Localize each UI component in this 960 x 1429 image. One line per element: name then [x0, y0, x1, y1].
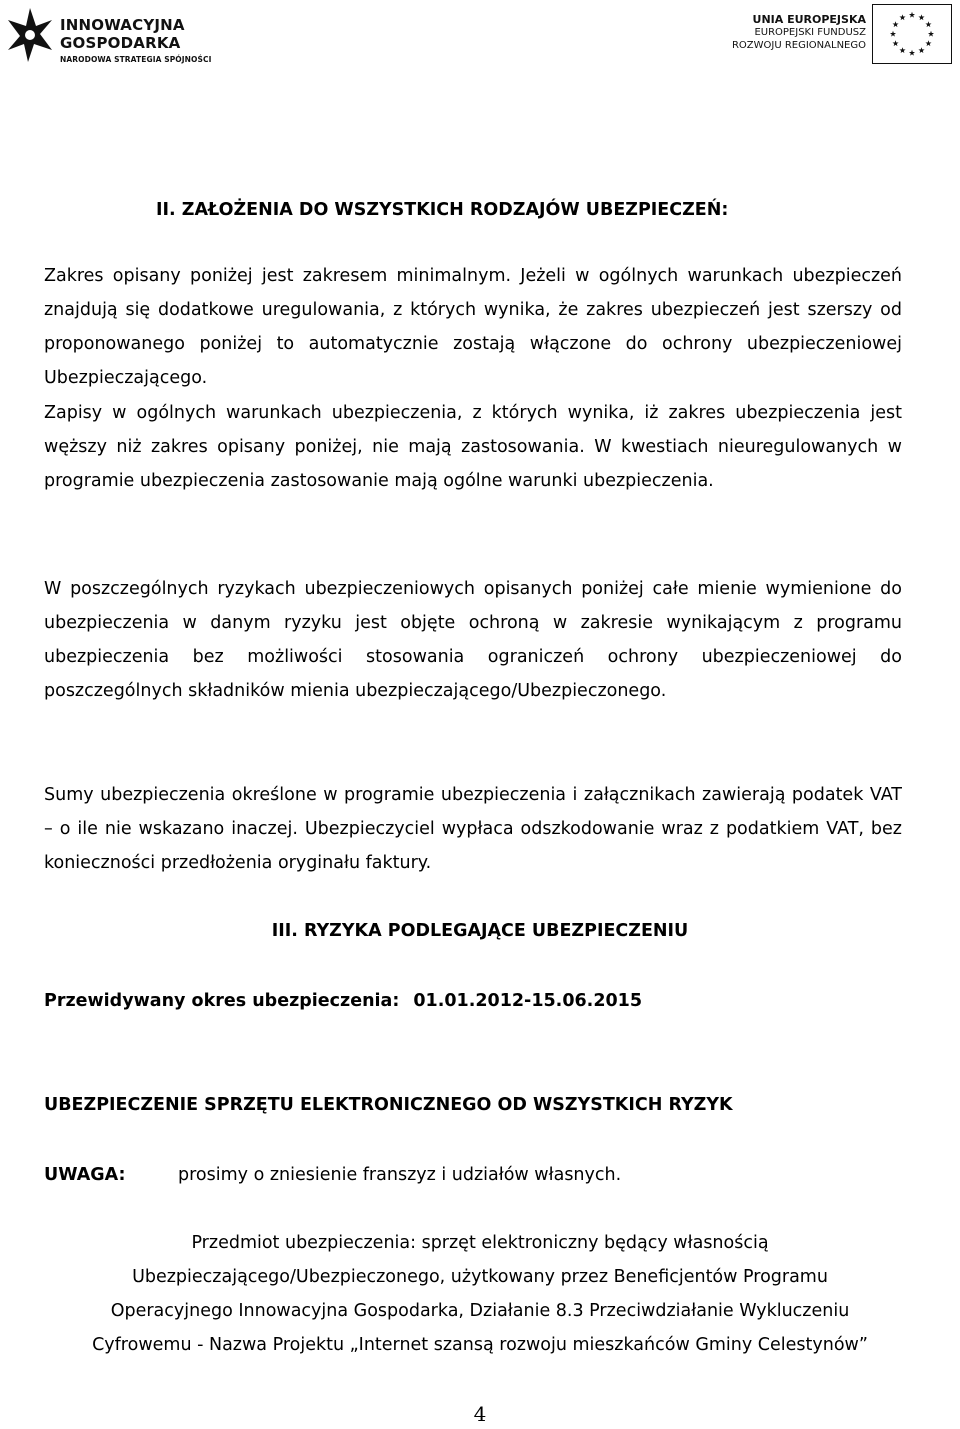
paragraph-risks: W poszczególnych ryzykach ubezpieczeniowych opisanych poniżej całe mienie wymienione do ubezpieczenia w danym ryzyku jest objęte ochroną w zakresie wynikającym z programu ubezpieczenia bez możliwości stosowania ograniczeń ochrony ubezpieczeniowej do poszczególnych składników mienia ubezpieczającego/Ubezpieczonego. [44, 579, 902, 701]
star-burst-icon [6, 6, 54, 64]
innowacyjna-gospodarka-logo [6, 6, 216, 66]
note-text: prosimy o zniesienie franszyz i udziałów własnych. [178, 1165, 622, 1185]
subject-line: Cyfrowemu - Nazwa Projektu „Internet szansą rozwoju mieszkańców Gminy Celestynów” [92, 1335, 868, 1355]
logo-right-line2: EUROPEJSKI FUNDUSZ [754, 27, 866, 38]
eu-flag-icon [872, 4, 952, 64]
subsection-heading: UBEZPIECZENIE SPRZĘTU ELEKTRONICZNEGO OD WSZYSTKICH RYZYK [44, 1095, 733, 1115]
section-heading-3: III. RYZYKA PODLEGAJĄCE UBEZPIECZENIU [271, 921, 689, 941]
logo-right-line1: UNIA EUROPEJSKA [752, 13, 866, 26]
logo-left-line1: INNOWACYJNA [60, 16, 185, 34]
subject-line: Przedmiot ubezpieczenia: sprzęt elektroniczny będący własnością [191, 1233, 769, 1253]
eu-fund-logo [731, 4, 952, 66]
page-number: 4 [473, 1402, 487, 1426]
logo-left-line3: NARODOWA STRATEGIA SPÓJNOŚCI [60, 55, 212, 64]
period-label: Przewidywany okres ubezpieczenia: [44, 991, 400, 1011]
subject-line: Operacyjnego Innowacyjna Gospodarka, Działanie 8.3 Przeciwdziałanie Wykluczeniu [110, 1301, 850, 1321]
paragraph-vat: Sumy ubezpieczenia określone w programie ubezpieczenia i załącznikach zawierają podatek VAT – o ile nie wskazano inaczej. Ubezpieczyciel wypłaca odszkodowanie wraz z podatkiem VAT, bez konieczności przedłożenia oryginału faktury. [44, 785, 902, 873]
note-label: UWAGA: [44, 1165, 126, 1185]
note [44, 1158, 621, 1192]
logo-left-line2: GOSPODARKA [60, 34, 181, 52]
paragraph-exclusions: Zapisy w ogólnych warunkach ubezpieczenia, z których wynika, iż zakres ubezpieczenia jest węższy niż zakres opisany poniżej, nie mają zastosowania. W kwestiach nieuregulowanych w programie ubezpieczenia zastosowanie mają ogólne warunki ubezpieczenia. [44, 403, 902, 491]
insurance-subject [0, 1226, 960, 1362]
period-value: 01.01.2012-15.06.2015 [413, 991, 643, 1011]
logo-right-line3: ROZWOJU REGIONALNEGO [731, 40, 866, 51]
subject-line: Ubezpieczającego/Ubezpieczonego, użytkowany przez Beneficjentów Programu [132, 1267, 828, 1287]
section-heading-2: II. ZAŁOŻENIA DO WSZYSTKICH RODZAJÓW UBEZPIECZEŃ: [156, 200, 729, 220]
paragraph-scope: Zakres opisany poniżej jest zakresem minimalnym. Jeżeli w ogólnych warunkach ubezpieczeń znajdują się dodatkowe uregulowania, z których wynika, że zakres ubezpieczeń jest szerszy od proponowanego poniżej to automatycznie zostają włączone do ochrony ubezpieczeniowej Ubezpieczającego. [44, 266, 902, 388]
insurance-period [44, 984, 642, 1018]
